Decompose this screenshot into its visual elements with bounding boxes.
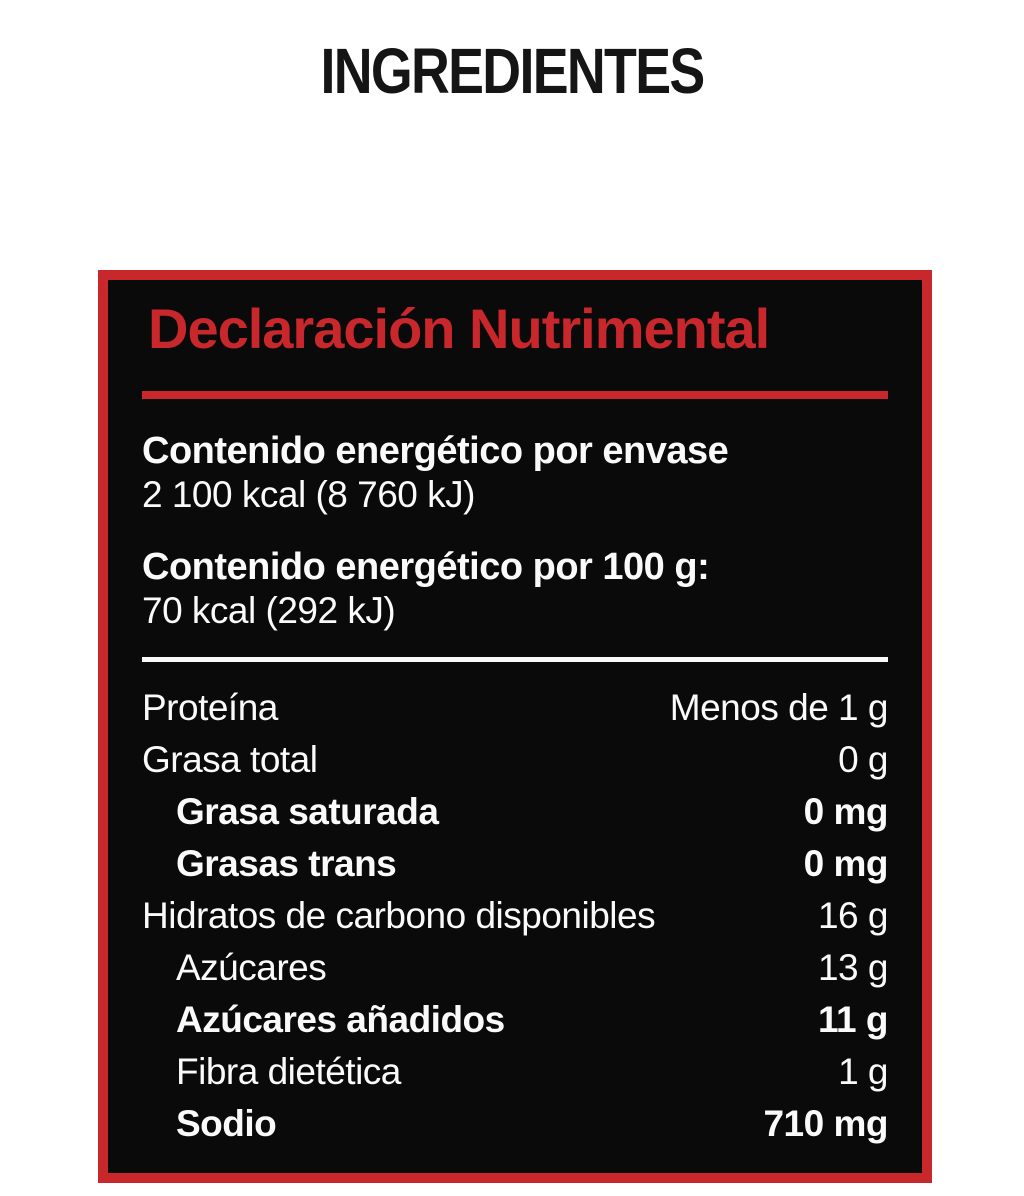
nutrient-name: Azúcares añadidos: [176, 999, 505, 1040]
table-row-dietary-fiber: [142, 1046, 888, 1098]
nutrient-table: [142, 682, 888, 1150]
nutrient-name: Grasas trans: [176, 843, 397, 884]
page-title: INGREDIENTES: [320, 35, 704, 107]
nutrient-name: Proteína: [142, 687, 278, 728]
nutrient-value: 1 g: [838, 1051, 888, 1092]
energy-per-100g-heading: Contenido energético por 100 g:: [142, 546, 710, 588]
nutrient-name: Azúcares: [176, 947, 327, 988]
nutrient-name: Grasa saturada: [176, 791, 439, 832]
nutrition-label-title: Declaración Nutrimental: [148, 297, 770, 360]
energy-per-package-block: [142, 429, 888, 517]
nutrient-name: Grasa total: [142, 739, 318, 780]
nutrient-name: Hidratos de carbono disponibles: [142, 895, 656, 936]
energy-per-100g-value: 70 kcal (292 kJ): [142, 590, 396, 631]
table-row-added-sugars: [142, 994, 888, 1046]
table-row-saturated-fat: [142, 786, 888, 838]
white-divider: [142, 657, 888, 662]
nutrient-value: 710 mg: [763, 1103, 888, 1144]
nutrient-value: 16 g: [817, 895, 888, 936]
nutrient-value: 0 mg: [803, 791, 888, 832]
red-divider: [142, 391, 888, 399]
energy-per-package-heading: Contenido energético por envase: [142, 430, 729, 472]
nutrient-value: 11 g: [818, 999, 888, 1040]
nutrient-name: Sodio: [176, 1103, 277, 1144]
table-row-sugars: [142, 942, 888, 994]
nutrient-value: 0 mg: [803, 843, 888, 884]
nutrient-value: 13 g: [817, 947, 888, 988]
energy-per-package-value: 2 100 kcal (8 760 kJ): [142, 474, 475, 515]
nutrient-value: Menos de 1 g: [669, 687, 888, 728]
table-row-total-fat: [142, 734, 888, 786]
table-row-carbohydrates: [142, 890, 888, 942]
table-row-sodium: [142, 1098, 888, 1150]
nutrient-value: 0 g: [838, 739, 888, 780]
table-row-protein: [142, 682, 888, 734]
table-row-trans-fat: [142, 838, 888, 890]
energy-per-100g-block: [142, 545, 888, 633]
nutrient-name: Fibra dietética: [176, 1051, 401, 1092]
nutrition-label-content: [108, 297, 922, 1193]
nutrition-label-panel: [98, 270, 932, 1183]
